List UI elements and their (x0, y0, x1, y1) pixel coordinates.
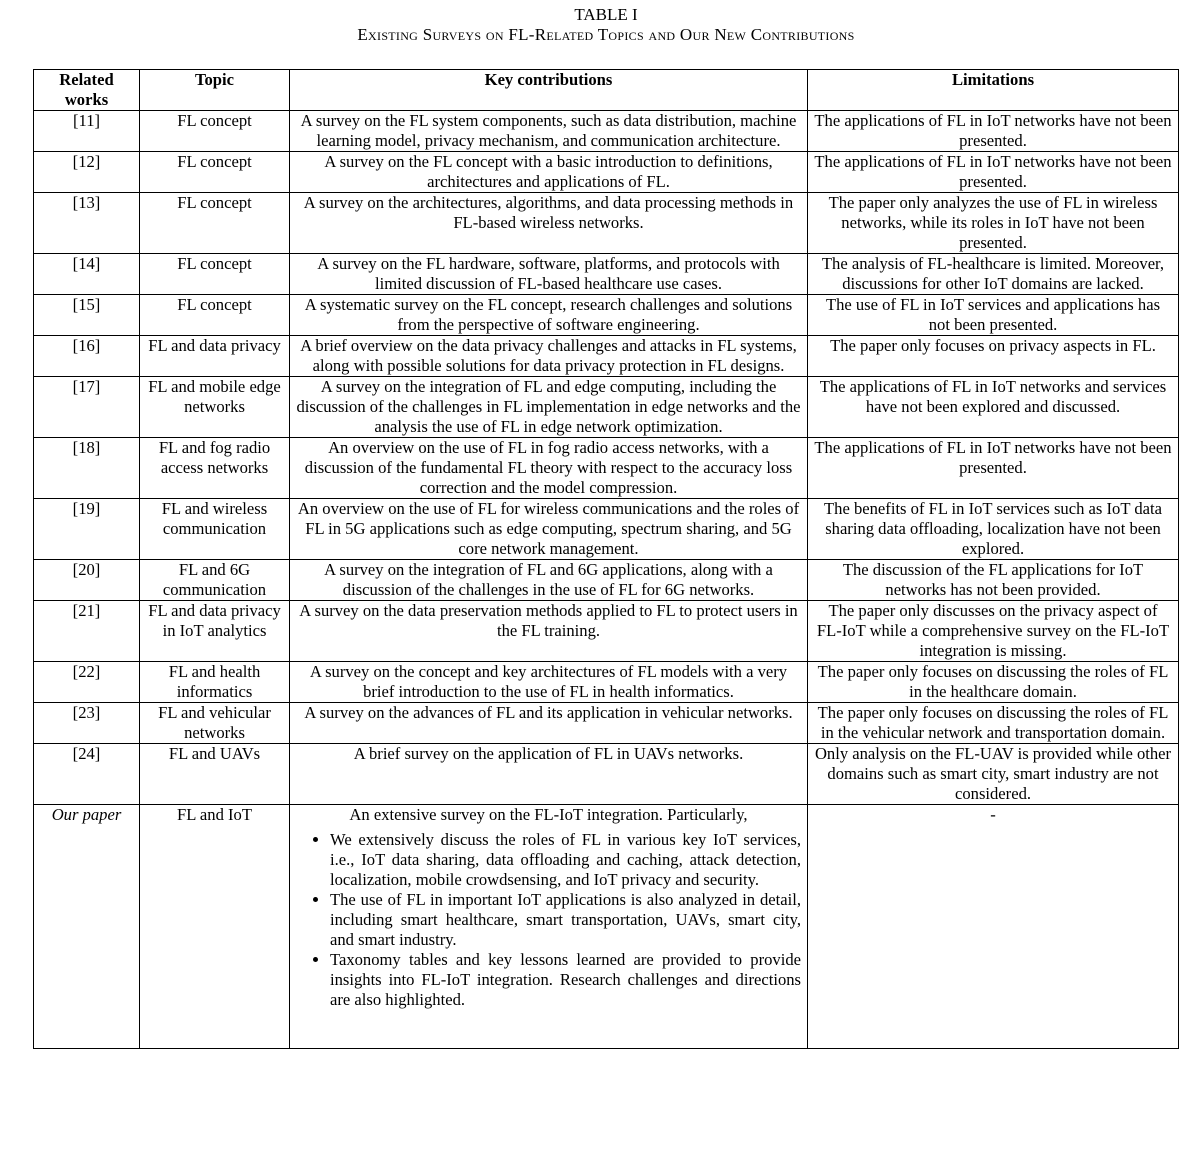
table-row (34, 499, 1179, 560)
cell-limit: The applications of FL in IoT networks have not been presented. (808, 438, 1179, 499)
cell-key: A survey on the data preservation methods applied to FL to protect users in the FL training. (290, 601, 808, 662)
header-related-works: Related works (34, 70, 140, 111)
table-row (34, 601, 1179, 662)
cell-key: An overview on the use of FL for wireless communications and the roles of FL in 5G applications such as edge computing, spectrum sharing, and 5G core network management. (290, 499, 808, 560)
cell-limit-our-paper: - (808, 805, 1179, 1049)
cell-topic: FL and UAVs (140, 744, 290, 805)
cell-key: An overview on the use of FL in fog radio access networks, with a discussion of the fundamental FL theory with respect to the accuracy loss correction and the model compression. (290, 438, 808, 499)
cell-ref: [16] (34, 336, 140, 377)
table-number: TABLE I (574, 5, 638, 24)
cell-key: A brief survey on the application of FL in UAVs networks. (290, 744, 808, 805)
table-row (34, 254, 1179, 295)
table-row (34, 336, 1179, 377)
our-contributions-intro: An extensive survey on the FL-IoT integration. Particularly, (349, 805, 748, 824)
list-item: • The use of FL in important IoT applications is also analyzed in detail, including smart healthcare, smart transportation, UAVs, smart city, and smart industry. (330, 890, 801, 950)
cell-key-our-paper (290, 805, 808, 1049)
cell-key: A systematic survey on the FL concept, research challenges and solutions from the perspective of software engineering. (290, 295, 808, 336)
cell-ref: [11] (34, 111, 140, 152)
table-row (34, 560, 1179, 601)
our-contributions-list (296, 830, 801, 1010)
cell-key: A brief overview on the data privacy challenges and attacks in FL systems, along with possible solutions for data privacy protection in FL designs. (290, 336, 808, 377)
cell-limit: The paper only focuses on discussing the roles of FL in the vehicular network and transportation domain. (808, 703, 1179, 744)
header-limitations: Limitations (808, 70, 1179, 111)
cell-topic: FL and 6G communication (140, 560, 290, 601)
header-row (34, 70, 1179, 111)
cell-key: A survey on the integration of FL and edge computing, including the discussion of the challenges in FL implementation in edge networks and the analysis the use of FL in edge network optimization. (290, 377, 808, 438)
table-row (34, 744, 1179, 805)
list-item: • We extensively discuss the roles of FL in various key IoT services, i.e., IoT data sharing, data offloading and caching, attack detection, localization, mobile crowdsensing, and IoT privacy and security. (330, 830, 801, 890)
cell-ref: [17] (34, 377, 140, 438)
cell-topic-our-paper: FL and IoT (140, 805, 290, 1049)
cell-key: A survey on the architectures, algorithms, and data processing methods in FL-based wireless networks. (290, 193, 808, 254)
cell-ref: [13] (34, 193, 140, 254)
cell-ref-our-paper: Our paper (34, 805, 140, 1049)
table-row (34, 662, 1179, 703)
cell-ref: [19] (34, 499, 140, 560)
table-row (34, 438, 1179, 499)
cell-limit: The discussion of the FL applications for IoT networks has not been provided. (808, 560, 1179, 601)
cell-ref: [24] (34, 744, 140, 805)
cell-topic: FL and wireless communication (140, 499, 290, 560)
cell-limit: The use of FL in IoT services and applications has not been presented. (808, 295, 1179, 336)
cell-limit: The paper only focuses on discussing the roles of FL in the healthcare domain. (808, 662, 1179, 703)
cell-ref: [14] (34, 254, 140, 295)
cell-ref: [12] (34, 152, 140, 193)
cell-topic: FL concept (140, 152, 290, 193)
cell-key: A survey on the concept and key architectures of FL models with a very brief introduction to the use of FL in health informatics. (290, 662, 808, 703)
table-row (34, 193, 1179, 254)
cell-limit: The applications of FL in IoT networks have not been presented. (808, 152, 1179, 193)
table-row (34, 111, 1179, 152)
cell-ref: [21] (34, 601, 140, 662)
table-row (34, 152, 1179, 193)
cell-topic: FL and health informatics (140, 662, 290, 703)
cell-key: A survey on the advances of FL and its application in vehicular networks. (290, 703, 808, 744)
cell-key: A survey on the FL hardware, software, platforms, and protocols with limited discussion of FL-based healthcare use cases. (290, 254, 808, 295)
cell-limit: Only analysis on the FL-UAV is provided while other domains such as smart city, smart industry are not considered. (808, 744, 1179, 805)
cell-limit: The paper only discusses on the privacy aspect of FL-IoT while a comprehensive survey on the FL-IoT integration is missing. (808, 601, 1179, 662)
cell-topic: FL and data privacy (140, 336, 290, 377)
cell-ref: [20] (34, 560, 140, 601)
table-row (34, 703, 1179, 744)
cell-ref: [22] (34, 662, 140, 703)
header-topic: Topic (140, 70, 290, 111)
our-paper-row (34, 805, 1179, 1049)
cell-limit: The analysis of FL-healthcare is limited. Moreover, discussions for other IoT domains are lacked. (808, 254, 1179, 295)
cell-topic: FL concept (140, 111, 290, 152)
cell-key: A survey on the integration of FL and 6G applications, along with a discussion of the challenges in the use of FL for 6G networks. (290, 560, 808, 601)
table-title: Existing Surveys on FL-Related Topics and Our New Contributions (357, 25, 855, 44)
cell-key: A survey on the FL system components, such as data distribution, machine learning model, privacy mechanism, and communication architecture. (290, 111, 808, 152)
cell-ref: [23] (34, 703, 140, 744)
cell-limit: The applications of FL in IoT networks and services have not been explored and discussed. (808, 377, 1179, 438)
cell-key: A survey on the FL concept with a basic introduction to definitions, architectures and applications of FL. (290, 152, 808, 193)
cell-topic: FL and vehicular networks (140, 703, 290, 744)
header-key-contributions: Key contributions (290, 70, 808, 111)
cell-limit: The applications of FL in IoT networks have not been presented. (808, 111, 1179, 152)
cell-topic: FL and data privacy in IoT analytics (140, 601, 290, 662)
table-row (34, 377, 1179, 438)
cell-topic: FL concept (140, 193, 290, 254)
cell-topic: FL concept (140, 254, 290, 295)
cell-limit: The benefits of FL in IoT services such as IoT data sharing data offloading, localization have not been explored. (808, 499, 1179, 560)
cell-topic: FL and fog radio access networks (140, 438, 290, 499)
cell-ref: [15] (34, 295, 140, 336)
cell-limit: The paper only analyzes the use of FL in wireless networks, while its roles in IoT have not been presented. (808, 193, 1179, 254)
cell-ref: [18] (34, 438, 140, 499)
table-row (34, 295, 1179, 336)
surveys-table (33, 69, 1179, 1049)
cell-topic: FL and mobile edge networks (140, 377, 290, 438)
cell-topic: FL concept (140, 295, 290, 336)
cell-limit: The paper only focuses on privacy aspects in FL. (808, 336, 1179, 377)
list-item: • Taxonomy tables and key lessons learned are provided to provide insights into FL-IoT integration. Research challenges and directions are also highlighted. (330, 950, 801, 1010)
